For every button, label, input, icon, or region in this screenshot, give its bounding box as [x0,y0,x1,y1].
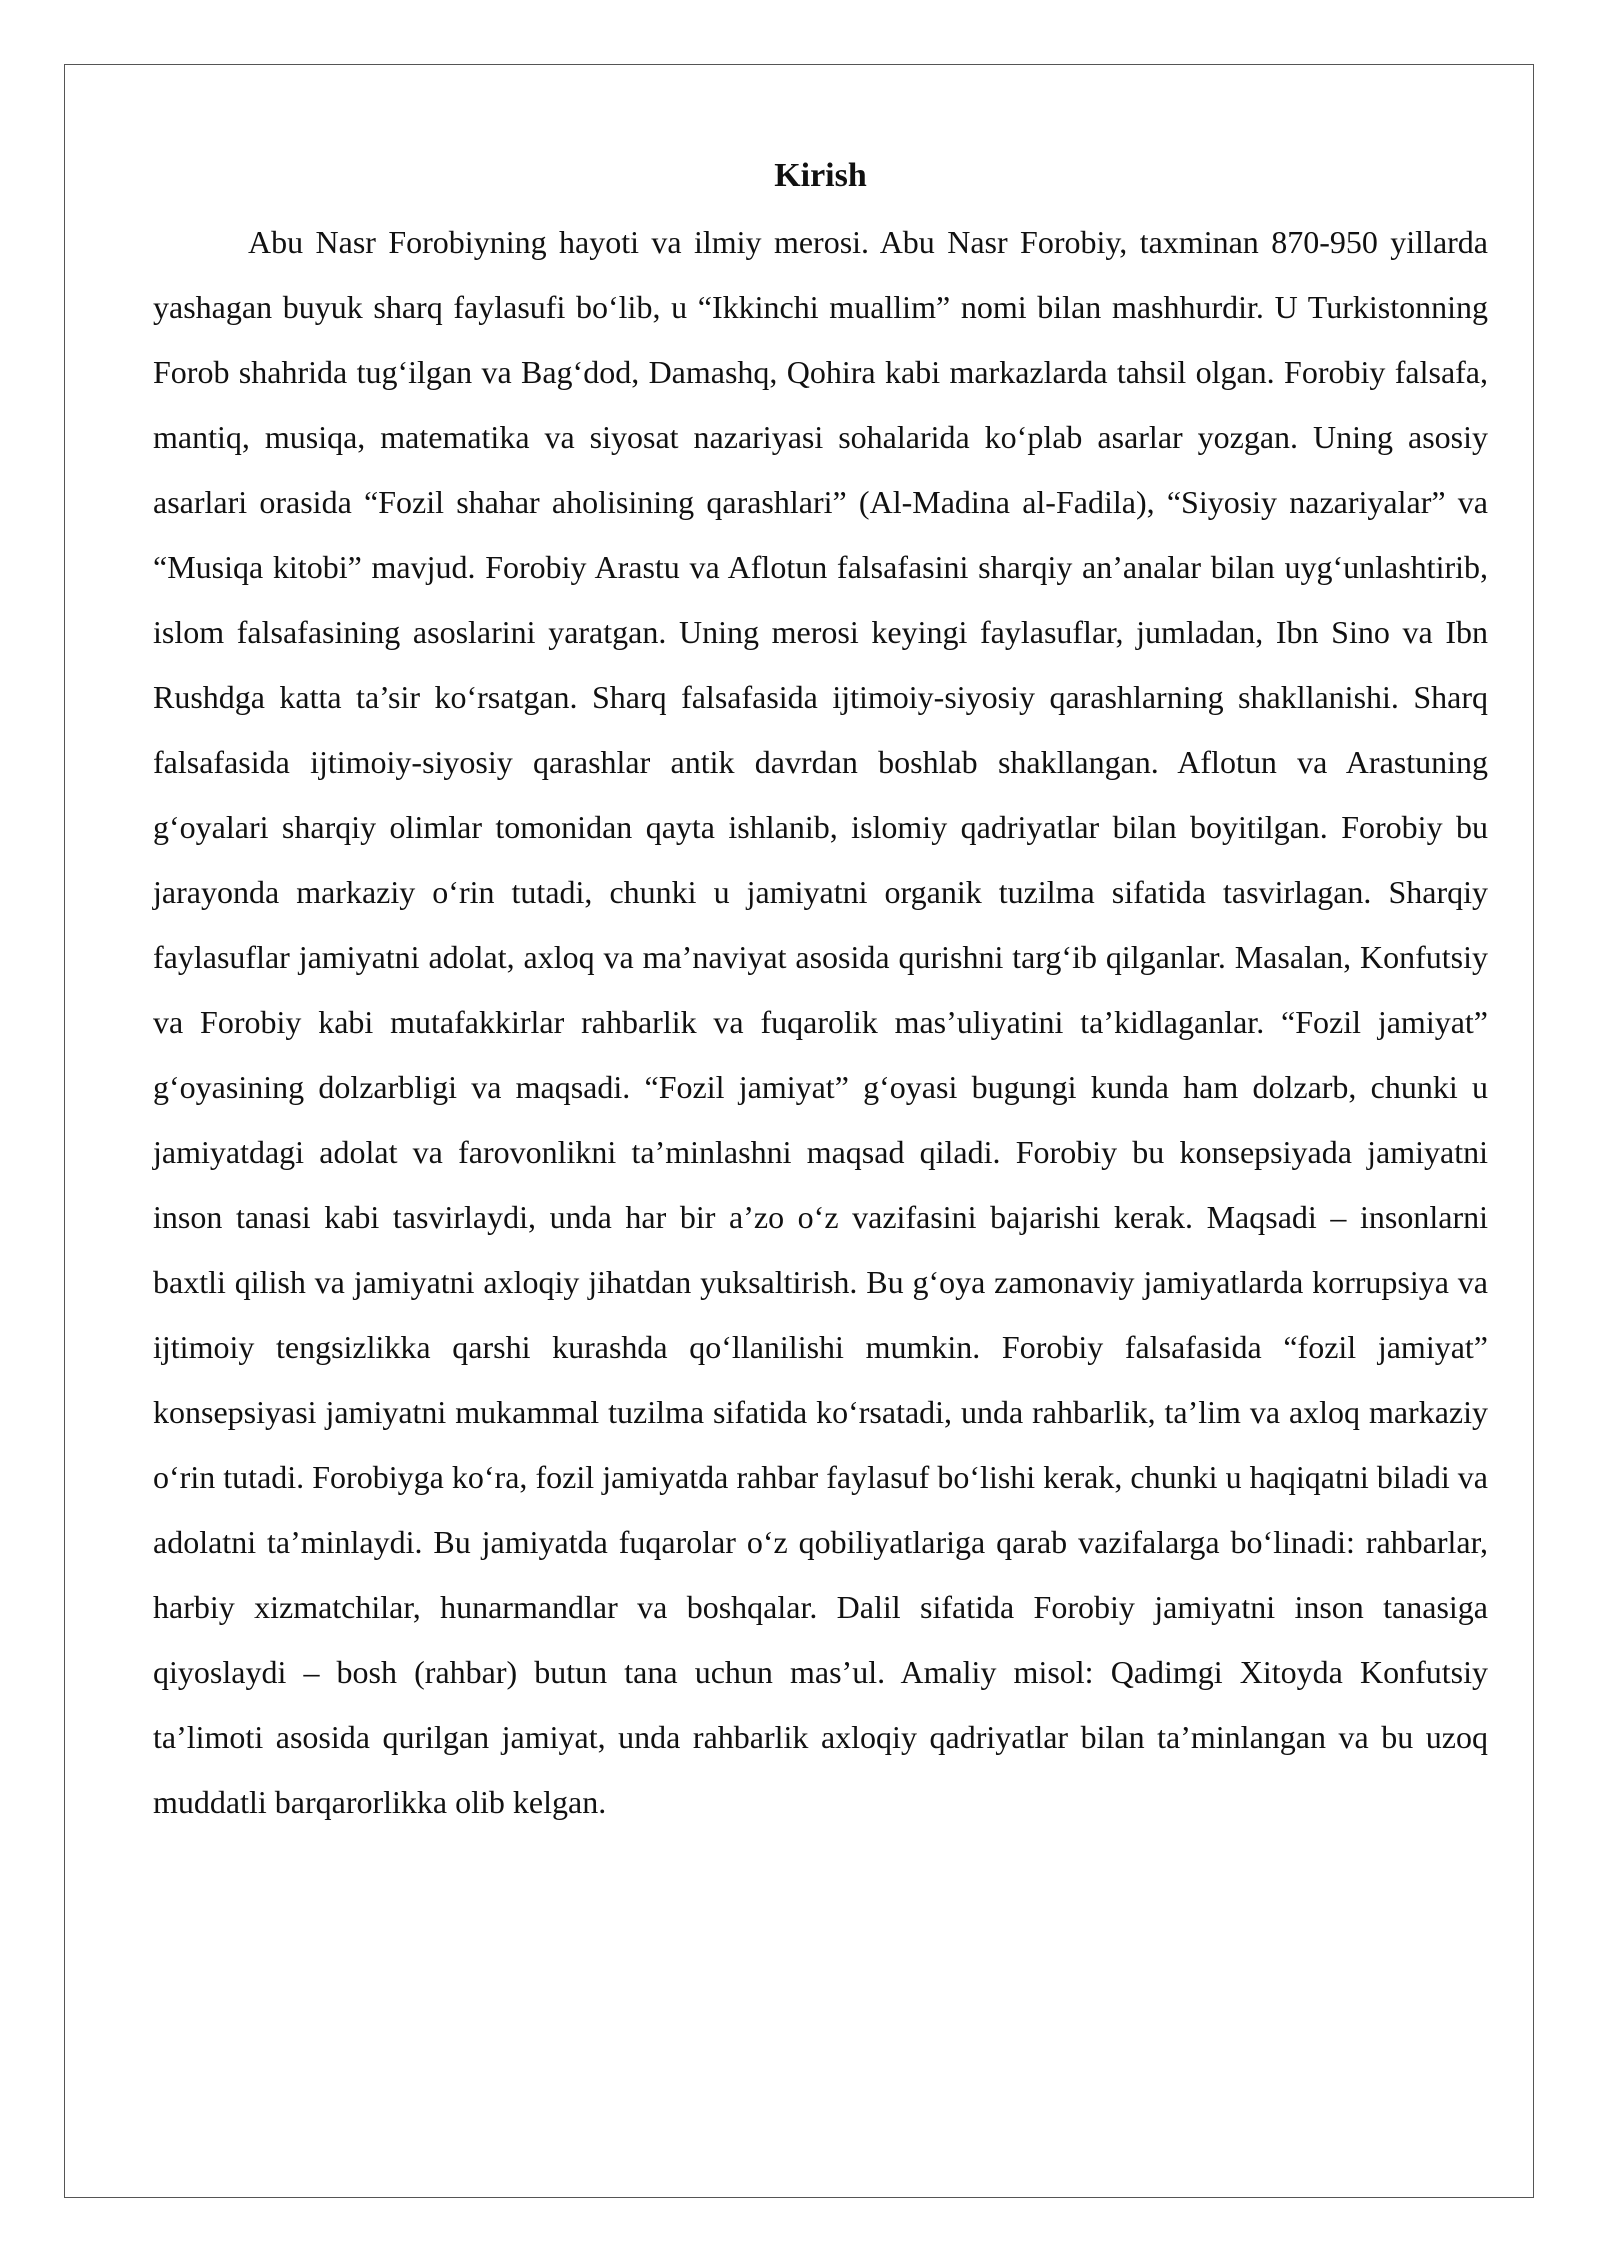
document-content [153,148,1488,1835]
body-paragraph: Abu Nasr Forobiyning hayoti va ilmiy merosi. Abu Nasr Forobiy, taxminan 870-950 yillarda yashagan buyuk sharq faylasufi bo‘lib, u “Ikkinchi muallim” nomi bilan mashhurdir. U Turkistonning Forob shahrida tug‘ilgan va Bag‘dod, Damashq, Qohira kabi markazlarda tahsil olgan. Forobiy falsafa, mantiq, musiqa, matematika va siyosat nazariyasi sohalarida ko‘plab asarlar yozgan. Uning asosiy asarlari orasida “Fozil shahar aholisining qarashlari” (Al-Madina al-Fadila), “Siyosiy nazariyalar” va “Musiqa kitobi” mavjud. Forobiy Arastu va Aflotun falsafasini sharqiy an’analar bilan uyg‘unlashtirib, islom falsafasining asoslarini yaratgan. Uning merosi keyingi faylasuflar, jumladan, Ibn Sino va Ibn Rushdga katta ta’sir ko‘rsatgan. Sharq falsafasida ijtimoiy-siyosiy qarashlarning shakllanishi. Sharq falsafasida ijtimoiy-siyosiy qarashlar antik davrdan boshlab shakllangan. Aflotun va Arastuning g‘oyalari sharqiy olimlar tomonidan qayta ishlanib, islomiy qadriyatlar bilan boyitilgan. Forobiy bu jarayonda markaziy o‘rin tutadi, chunki u jamiyatni organik tuzilma sifatida tasvirlagan. Sharqiy faylasuflar jamiyatni adolat, axloq va ma’naviyat asosida qurishni targ‘ib qilganlar. Masalan, Konfutsiy va Forobiy kabi mutafakkirlar rahbarlik va fuqarolik mas’uliyatini ta’kidlaganlar. “Fozil jamiyat” g‘oyasining dolzarbligi va maqsadi. “Fozil jamiyat” g‘oyasi bugungi kunda ham dolzarb, chunki u jamiyatdagi adolat va farovonlikni ta’minlashni maqsad qiladi. Forobiy bu konsepsiyada jamiyatni inson tanasi kabi tasvirlaydi, unda har bir a’zo o‘z vazifasini bajarishi kerak. Maqsadi – insonlarni baxtli qilish va jamiyatni axloqiy jihatdan yuksaltirish. Bu g‘oya zamonaviy jamiyatlarda korrupsiya va ijtimoiy tengsizlikka qarshi kurashda qo‘llanilishi mumkin. Forobiy falsafasida “fozil jamiyat” konsepsiyasi jamiyatni mukammal tuzilma sifatida ko‘rsatadi, unda rahbarlik, ta’lim va axloq markaziy o‘rin tutadi. Forobiyga ko‘ra, fozil jamiyatda rahbar faylasuf bo‘lishi kerak, chunki u haqiqatni biladi va adolatni ta’minlaydi. Bu jamiyatda fuqarolar o‘z qobiliyatlariga qarab vazifalarga bo‘linadi: rahbarlar, harbiy xizmatchilar, hunarmandlar va boshqalar. Dalil sifatida Forobiy jamiyatni inson tanasiga qiyoslaydi – bosh (rahbar) butun tana uchun mas’ul. Amaliy misol: Qadimgi Xitoyda Konfutsiy ta’limoti asosida qurilgan jamiyat, unda rahbarlik axloqiy qadriyatlar bilan ta’minlangan va bu uzoq muddatli barqarorlikka olib kelgan. [153,224,1488,1820]
page-title: Kirish [774,157,867,194]
